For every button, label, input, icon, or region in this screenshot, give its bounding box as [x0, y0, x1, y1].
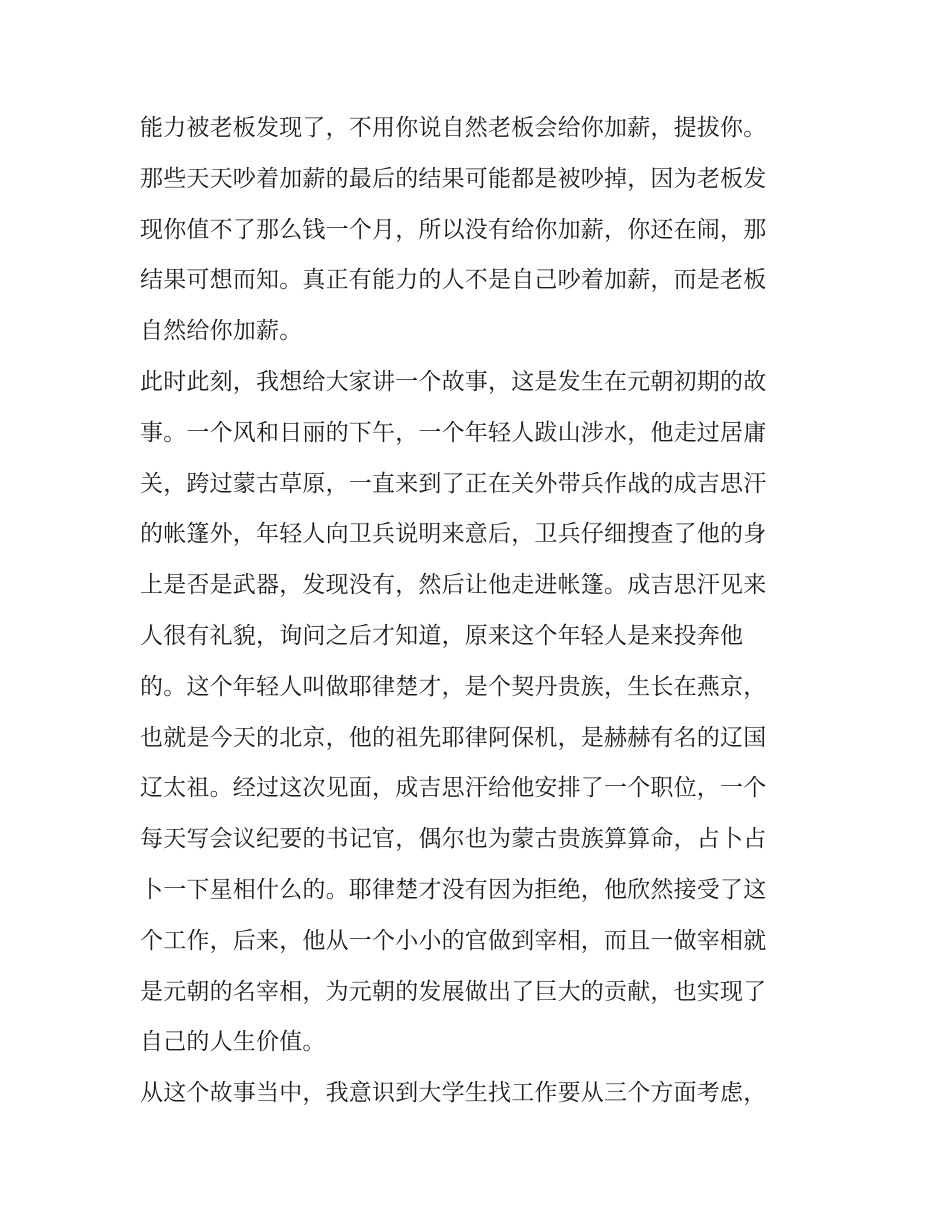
text-line: 个工作，后来，他从一个小小的官做到宰相，而且一做宰相就 [140, 927, 767, 954]
text-line: 的帐篷外，年轻人向卫兵说明来意后，卫兵仔细搜查了他的身 [140, 521, 767, 548]
text-line: 辽太祖。经过这次见面，成吉思汗给他安排了一个职位，一个 [140, 775, 767, 802]
text-line: 从这个故事当中，我意识到大学生找工作要从三个方面考虑， [140, 1080, 767, 1107]
text-line: 卜一下星相什么的。耶律楚才没有因为拒绝，他欣然接受了这 [140, 876, 767, 903]
text-line: 自己的人生价值。 [140, 1029, 326, 1056]
text-line: 关，跨过蒙古草原，一直来到了正在关外带兵作战的成吉思汗 [140, 470, 767, 497]
text-line: 是元朝的名宰相，为元朝的发展做出了巨大的贡献，也实现了 [140, 978, 767, 1005]
text-line: 此时此刻，我想给大家讲一个故事，这是发生在元朝初期的故 [140, 368, 767, 395]
text-line: 自然给你加薪。 [140, 318, 303, 345]
document-body [140, 103, 820, 1119]
text-line: 那些天天吵着加薪的最后的结果可能都是被吵掉，因为老板发 [140, 165, 767, 192]
text-line: 能力被老板发现了，不用你说自然老板会给你加薪，提拔你。 [140, 115, 767, 141]
text-line: 的。这个年轻人叫做耶律楚才，是个契丹贵族，生长在燕京， [140, 673, 767, 700]
text-line: 每天写会议纪要的书记官，偶尔也为蒙古贵族算算命，占卜占 [140, 826, 767, 853]
text-line: 事。一个风和日丽的下午，一个年轻人跋山涉水，他走过居庸 [140, 419, 767, 446]
text-line: 也就是今天的北京，他的祖先耶律阿保机，是赫赫有名的辽国 [140, 724, 767, 751]
text-line: 上是否是武器，发现没有，然后让他走进帐篷。成吉思汗见来 [140, 572, 767, 599]
text-line: 结果可想而知。真正有能力的人不是自己吵着加薪，而是老板 [140, 267, 767, 294]
text-line: 现你值不了那么钱一个月，所以没有给你加薪，你还在闹，那 [140, 216, 767, 243]
text-line: 人很有礼貌，询问之后才知道，原来这个年轻人是来投奔他 [140, 622, 744, 649]
